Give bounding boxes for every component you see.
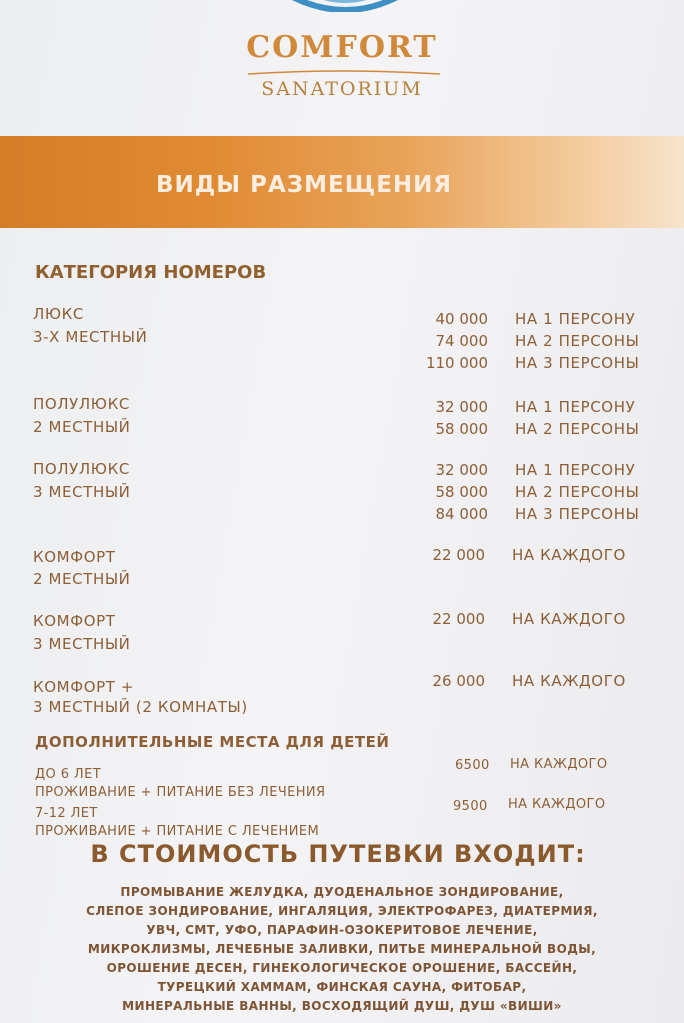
room-name: КОМФОРТ + bbox=[33, 678, 135, 696]
brand-subtitle: SANATORIUM bbox=[261, 78, 423, 100]
room-price: 40 000 bbox=[435, 310, 488, 328]
room-name: ЛЮКС bbox=[33, 305, 84, 323]
child-price-basis: НА КАЖДОГО bbox=[508, 797, 606, 812]
child-price: 9500 bbox=[453, 799, 488, 814]
room-price: 58 000 bbox=[435, 420, 488, 438]
room-capacity: 3 МЕСТНЫЙ bbox=[33, 483, 131, 501]
room-price-basis: НА КАЖДОГО bbox=[512, 546, 626, 564]
brand-ornament-icon bbox=[248, 70, 440, 76]
room-price-basis: НА 2 ПЕРСОНЫ bbox=[515, 332, 640, 350]
room-name: ПОЛУЛЮКС bbox=[33, 460, 130, 478]
room-price-basis: НА 2 ПЕРСОНЫ bbox=[515, 420, 640, 438]
room-capacity: 2 МЕСТНЫЙ bbox=[33, 418, 131, 436]
room-price-basis: НА 1 ПЕРСОНУ bbox=[515, 310, 636, 328]
room-price: 58 000 bbox=[435, 483, 488, 501]
room-capacity: 3 МЕСТНЫЙ bbox=[33, 635, 131, 653]
room-capacity: 3-Х МЕСТНЫЙ bbox=[33, 328, 148, 346]
included-line: ТУРЕЦКИЙ ХАММАМ, ФИНСКАЯ САУНА, ФИТОБАР, bbox=[157, 980, 527, 994]
included-line: МИКРОКЛИЗМЫ, ЛЕЧЕБНЫЕ ЗАЛИВКИ, ПИТЬЕ МИНЕРАЛЬНОЙ ВОДЫ, bbox=[87, 942, 597, 956]
room-price: 74 000 bbox=[435, 332, 488, 350]
included-title: В СТОИМОСТЬ ПУТЕВКИ ВХОДИТ: bbox=[90, 840, 586, 868]
room-price: 22 000 bbox=[432, 546, 485, 564]
room-price: 22 000 bbox=[432, 610, 485, 628]
room-price: 110 000 bbox=[425, 354, 488, 372]
room-price-basis: НА 2 ПЕРСОНЫ bbox=[515, 483, 640, 501]
child-age: 7-12 ЛЕТ bbox=[35, 806, 98, 821]
room-name: ПОЛУЛЮКС bbox=[33, 395, 130, 413]
room-price-basis: НА 1 ПЕРСОНУ bbox=[515, 398, 636, 416]
included-line: ПРОМЫВАНИЕ ЖЕЛУДКА, ДУОДЕНАЛЬНОЕ ЗОНДИРОВАНИЕ, bbox=[120, 885, 564, 899]
room-price-basis: НА КАЖДОГО bbox=[512, 610, 626, 628]
included-line: УВЧ, СМТ, УФО, ПАРАФИН-ОЗОКЕРИТОВОЕ ЛЕЧЕНИЕ, bbox=[146, 923, 538, 937]
room-price: 84 000 bbox=[435, 505, 488, 523]
room-name: КОМФОРТ bbox=[33, 612, 116, 630]
room-price-basis: НА КАЖДОГО bbox=[512, 672, 626, 690]
rooms-heading: КАТЕГОРИЯ НОМЕРОВ bbox=[35, 262, 267, 283]
child-price: 6500 bbox=[455, 758, 490, 773]
child-price-basis: НА КАЖДОГО bbox=[510, 757, 608, 772]
room-price-basis: НА 1 ПЕРСОНУ bbox=[515, 461, 636, 479]
room-price-basis: НА 3 ПЕРСОНЫ bbox=[515, 354, 640, 372]
child-description: ПРОЖИВАНИЕ + ПИТАНИЕ БЕЗ ЛЕЧЕНИЯ bbox=[35, 785, 326, 800]
room-capacity: 2 МЕСТНЫЙ bbox=[33, 570, 131, 588]
child-age: ДО 6 ЛЕТ bbox=[35, 767, 102, 782]
room-capacity: 3 МЕСТНЫЙ (2 КОМНАТЫ) bbox=[33, 698, 248, 716]
children-heading: ДОПОЛНИТЕЛЬНЫЕ МЕСТА ДЛЯ ДЕТЕЙ bbox=[35, 733, 390, 751]
room-name: КОМФОРТ bbox=[33, 548, 116, 566]
room-price: 32 000 bbox=[435, 398, 488, 416]
included-line: МИНЕРАЛЬНЫЕ ВАННЫ, ВОСХОДЯЩИЙ ДУШ, ДУШ «ВИШИ» bbox=[122, 999, 562, 1013]
room-price-basis: НА 3 ПЕРСОНЫ bbox=[515, 505, 640, 523]
banner-title: ВИДЫ РАЗМЕЩЕНИЯ bbox=[156, 172, 453, 198]
child-description: ПРОЖИВАНИЕ + ПИТАНИЕ С ЛЕЧЕНИЕМ bbox=[35, 824, 320, 839]
logo-swoosh-icon bbox=[270, 0, 420, 12]
included-line: ОРОШЕНИЕ ДЕСЕН, ГИНЕКОЛОГИЧЕСКОЕ ОРОШЕНИЕ, БАССЕЙН, bbox=[106, 961, 578, 975]
brand-name: COMFORT bbox=[246, 30, 438, 65]
room-price: 26 000 bbox=[432, 672, 485, 690]
included-line: СЛЕПОЕ ЗОНДИРОВАНИЕ, ИНГАЛЯЦИЯ, ЭЛЕКТРОФАРЕЗ, ДИАТЕРМИЯ, bbox=[86, 904, 598, 918]
room-price: 32 000 bbox=[435, 461, 488, 479]
